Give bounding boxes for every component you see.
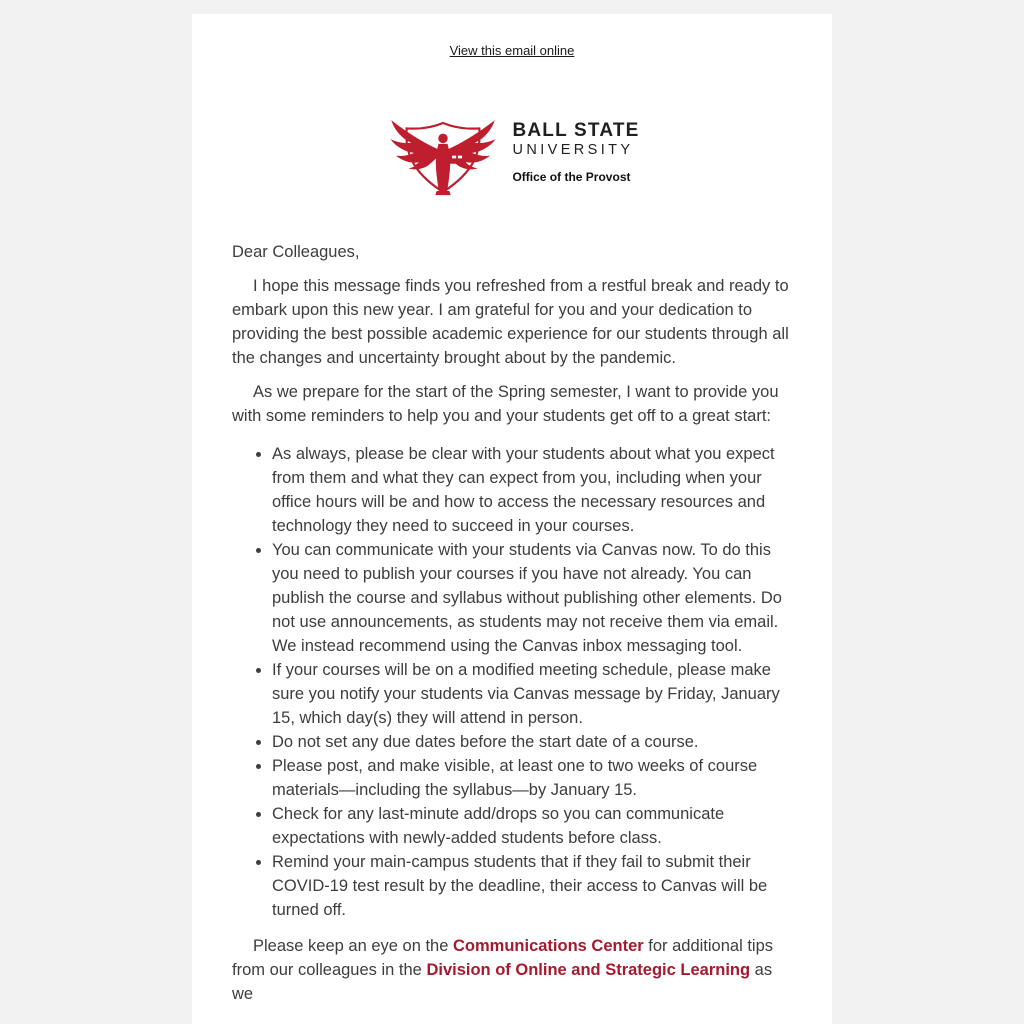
communications-center-link[interactable]: Communications Center — [452, 937, 644, 955]
list-item: • If your courses will be on a modified meeting schedule, please make sure you notify your students via Canvas message by Friday, January 15, which day(s) they will attend in person. — [272, 658, 792, 730]
email-body — [232, 240, 792, 1006]
list-item: • Remind your main-campus students that if they fail to submit their COVID-19 test result by the deadline, their access to Canvas will be turned off. — [272, 850, 792, 922]
paragraph-intro: I hope this message finds you refreshed from a restful break and ready to embark upon this new year. I am grateful for you and your dedication to providing the best possible academic experience for our students through all the changes and uncertainty brought about by the pandemic. — [232, 277, 789, 367]
closing-text-1: Please keep an eye on the — [253, 937, 453, 955]
email-card — [192, 14, 832, 1024]
closing-paragraph — [232, 934, 792, 1006]
logo-wordmark — [512, 120, 639, 184]
closing-text-2: for additional tips from our colleagues in the — [232, 937, 774, 979]
division-online-strategic-learning-link[interactable]: Division of Online and Strategic Learning — [426, 961, 751, 979]
ball-state-logo — [232, 106, 792, 198]
beneficence-statue-icon — [384, 106, 502, 198]
preheader — [232, 14, 792, 60]
reminder-list — [232, 442, 792, 922]
view-email-online-link[interactable]: View this email online — [449, 43, 575, 58]
logo-org-name-line1: BALL STATE — [512, 120, 640, 141]
closing-text-3: as we — [232, 961, 773, 1003]
list-item: • As always, please be clear with your students about what you expect from them and what they can expect from you, including when your office hours will be and how to access the necessary resources and technology they need to succeed in your courses. — [272, 442, 792, 538]
list-item: • Please post, and make visible, at least one to two weeks of course materials—including the syllabus—by January 15. — [272, 754, 792, 802]
list-item: • Check for any last-minute add/drops so you can communicate expectations with newly-added students before class. — [272, 802, 792, 850]
list-item: • You can communicate with your students via Canvas now. To do this you need to publish your courses if you have not already. You can publish the course and syllabus without publishing other elements. Do not use announcements, as students may not receive them via email. We instead recommend using the Canvas inbox messaging tool. — [272, 538, 792, 658]
logo-org-name-line2: UNIVERSITY — [512, 142, 634, 158]
list-item: • Do not set any due dates before the start date of a course. — [272, 730, 792, 754]
logo-department: Office of the Provost — [512, 170, 631, 184]
paragraph-reminders-lead: As we prepare for the start of the Spring semester, I want to provide you with some reminders to help you and your students get off to a great start: — [232, 383, 779, 425]
salutation: Dear Colleagues, — [232, 243, 360, 261]
